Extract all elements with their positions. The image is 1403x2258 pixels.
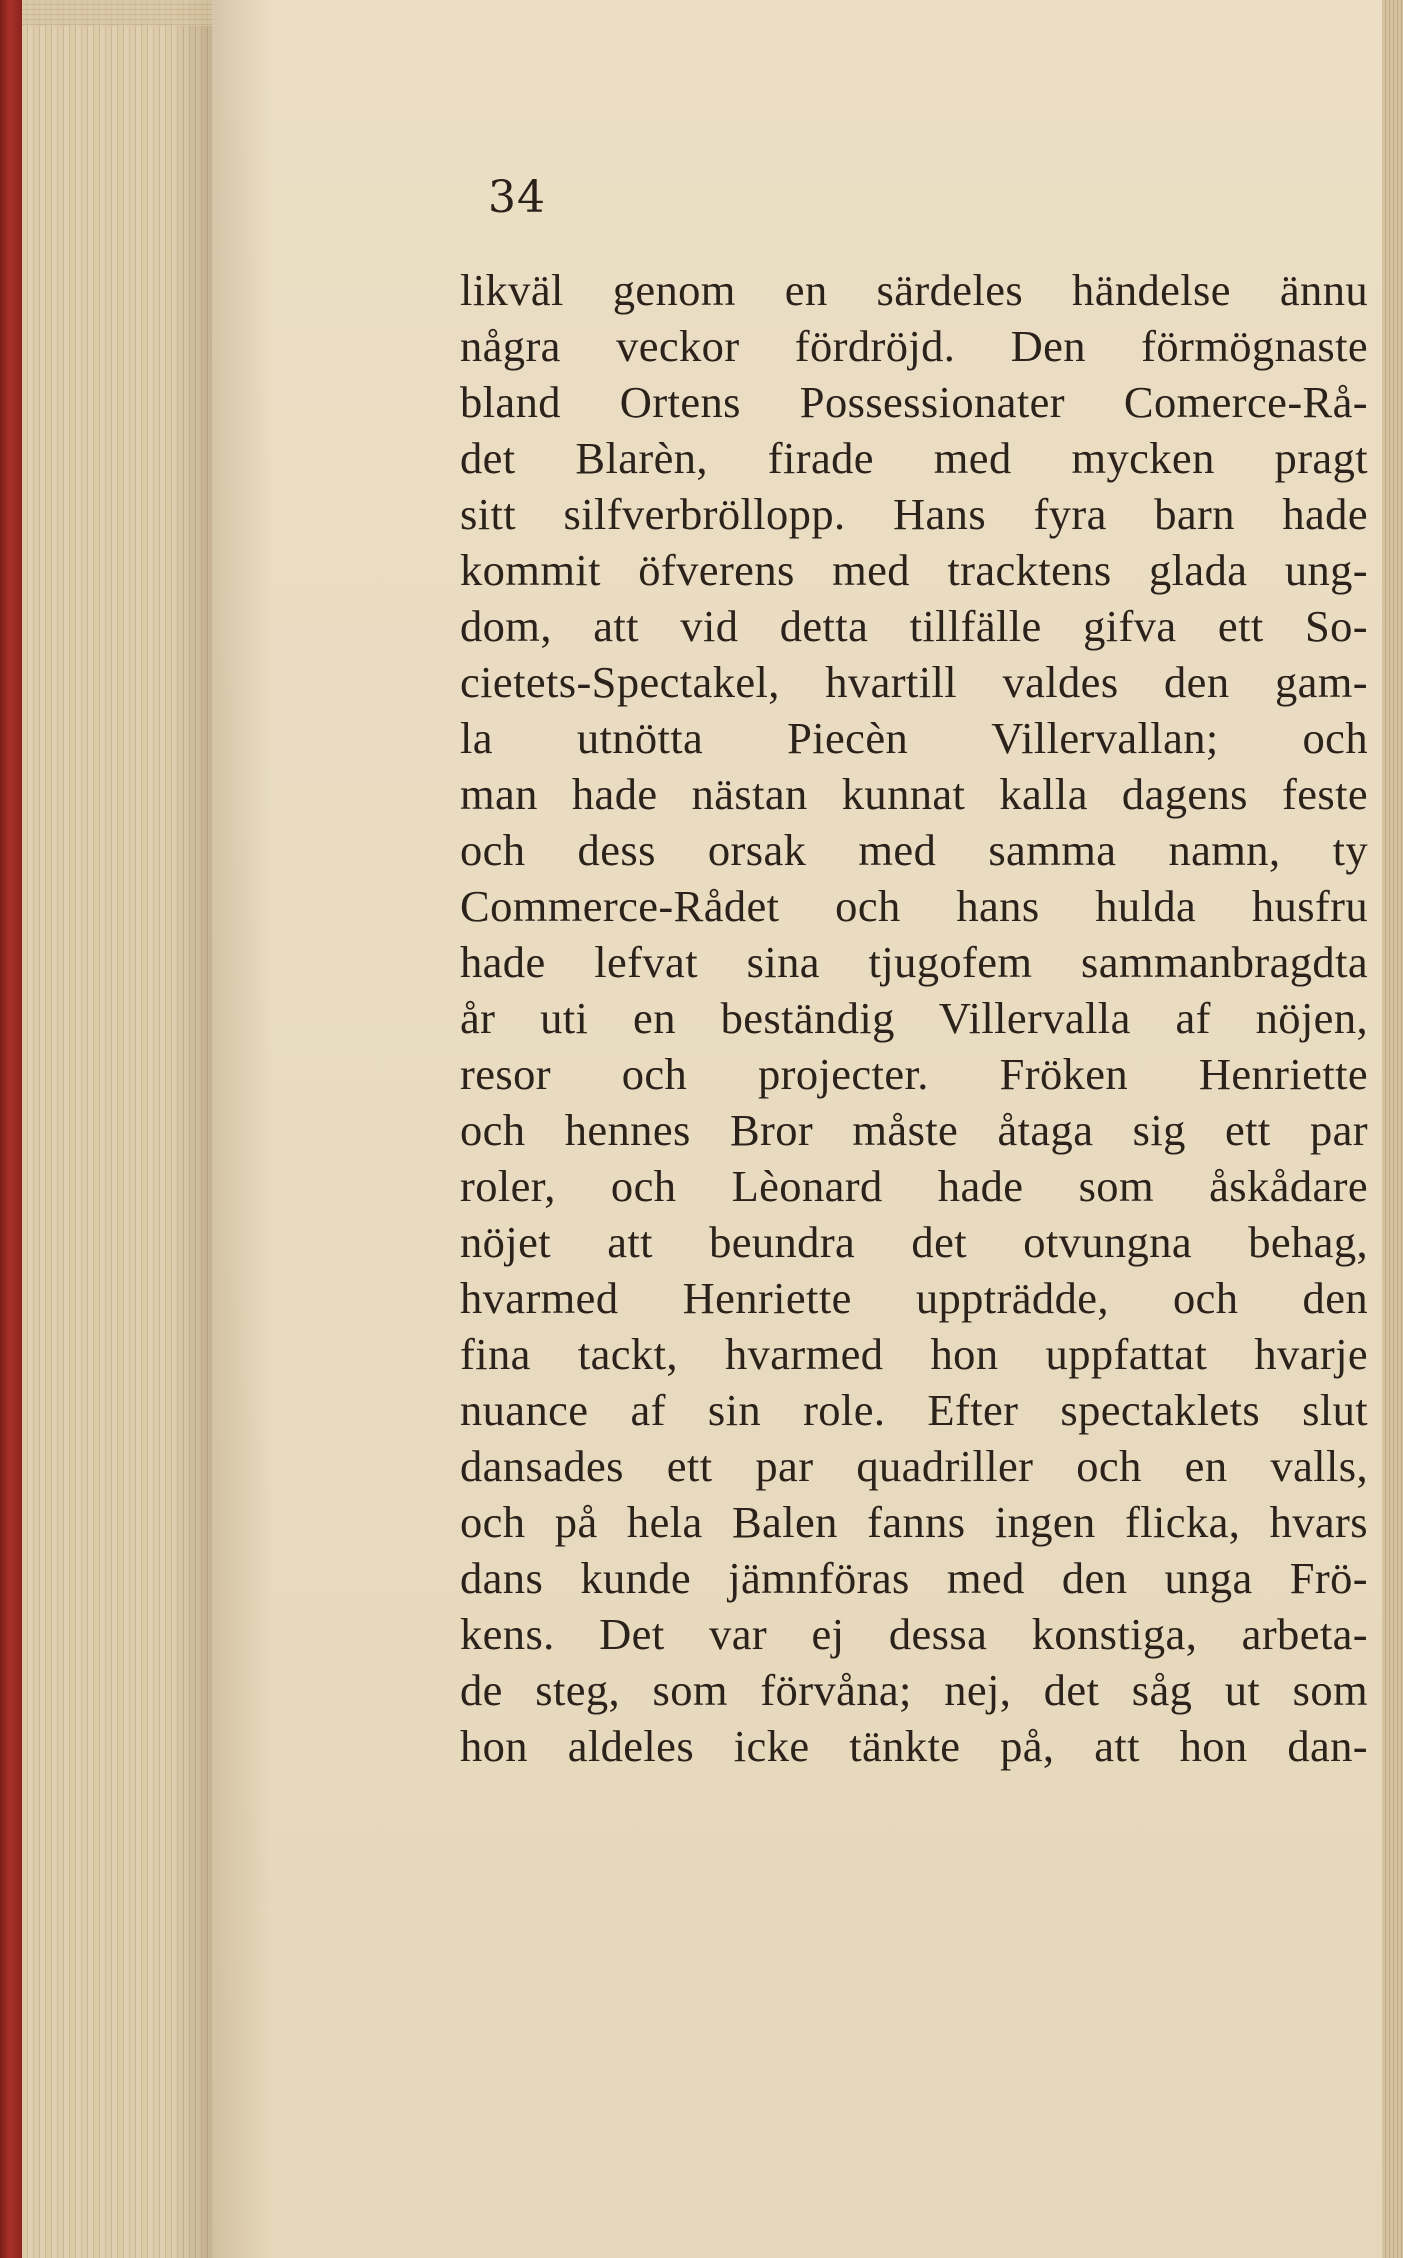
text-line: likväl genom en särdeles händelse ännu — [460, 265, 1368, 315]
text-line: dom, att vid detta tillfälle gifva ett So- — [460, 601, 1368, 651]
text-line: och på hela Balen fanns ingen flicka, hvars — [460, 1497, 1368, 1547]
text-line: dans kunde jämnföras med den unga Frö- — [460, 1553, 1368, 1603]
text-line: nuance af sin role. Efter spectaklets slut — [460, 1385, 1368, 1435]
text-line: och hennes Bror måste åtaga sig ett par — [460, 1105, 1368, 1155]
text-line: hvarmed Henriette uppträdde, och den — [460, 1273, 1368, 1323]
body-text — [460, 262, 1368, 1774]
text-line: och dess orsak med samma namn, ty — [460, 825, 1368, 875]
text-line: det Blarèn, firade med mycken pragt — [460, 433, 1368, 483]
fore-edge — [1382, 0, 1403, 2258]
text-line: de steg, som förvåna; nej, det såg ut som — [460, 1665, 1368, 1715]
text-line: bland Ortens Possessionater Comerce-Rå- — [460, 377, 1368, 427]
page-number: 34 — [488, 172, 546, 223]
text-line: kens. Det var ej dessa konstiga, arbeta- — [460, 1609, 1368, 1659]
text-line: man hade nästan kunnat kalla dagens feste — [460, 769, 1368, 819]
book-binding — [0, 0, 22, 2258]
text-line: hon aldeles icke tänkte på, att hon dan- — [460, 1721, 1368, 1771]
text-line: cietets-Spectakel, hvartill valdes den gam- — [460, 657, 1368, 707]
text-line: dansades ett par quadriller och en valls, — [460, 1441, 1368, 1491]
text-line: nöjet att beundra det otvungna behag, — [460, 1217, 1368, 1267]
text-line: roler, och Lèonard hade som åskådare — [460, 1161, 1368, 1211]
text-line: fina tackt, hvarmed hon uppfattat hvarje — [460, 1329, 1368, 1379]
text-line: år uti en beständig Villervalla af nöjen, — [460, 993, 1368, 1043]
text-line: några veckor fördröjd. Den förmögnaste — [460, 321, 1368, 371]
stacked-page-edges — [22, 0, 212, 2258]
text-line: resor och projecter. Fröken Henriette — [460, 1049, 1368, 1099]
text-line: sitt silfverbröllopp. Hans fyra barn hade — [460, 489, 1368, 539]
text-line: la utnötta Piecèn Villervallan; och — [460, 713, 1368, 763]
text-line: kommit öfverens med tracktens glada ung- — [460, 545, 1368, 595]
text-line: hade lefvat sina tjugofem sammanbragdta — [460, 937, 1368, 987]
text-line: Commerce-Rådet och hans hulda husfru — [460, 881, 1368, 931]
